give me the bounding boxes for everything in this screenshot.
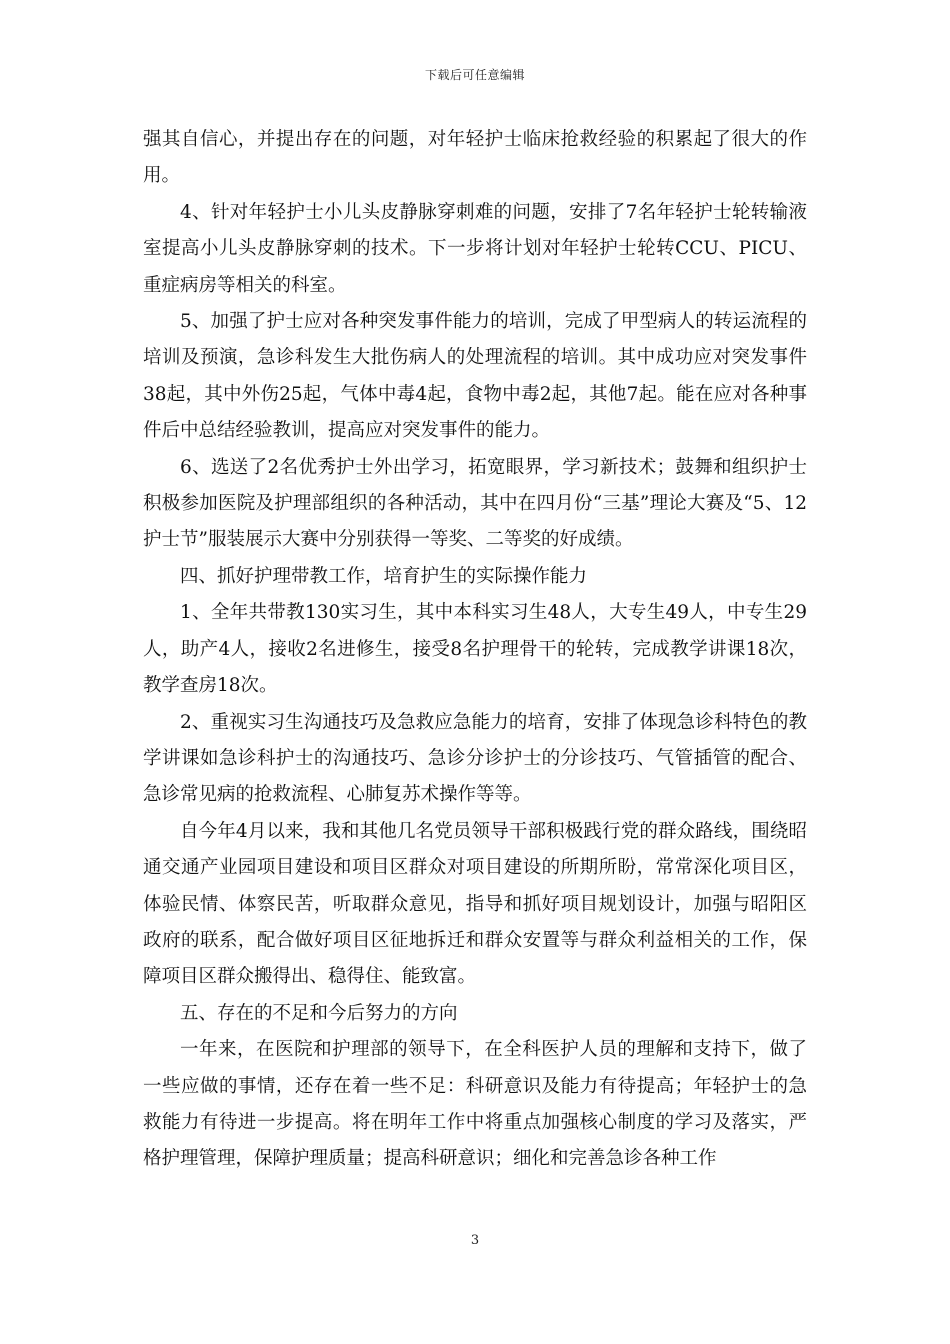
paragraph: 4、针对年轻护士小儿头皮静脉穿刺难的问题，安排了7名年轻护士轮转输液室提高小儿头皮静脉穿刺的技术。下一步将计划对年轻护士轮转CCU、PICU、重症病房等相关的科室。 (143, 201, 807, 296)
paragraph: 5、加强了护士应对各种突发事件能力的培训，完成了甲型病人的转运流程的培训及预演，急诊科发生大批伤病人的处理流程的培训。其中成功应对突发事件38起，其中外伤25起，气体中毒4起，食物中毒2起，其他7起。能在应对各种事件后中总结经验教训，提高应对突发事件的能力。 (143, 311, 807, 442)
section-heading: 五、存在的不足和今后努力的方向 (180, 1002, 458, 1024)
page-header: 下载后可任意编辑 (424, 68, 525, 82)
paragraph: 强其自信心，并提出存在的问题，对年轻护士临床抢救经验的积累起了很大的作用。 (143, 129, 807, 187)
page-number: 3 (470, 1233, 480, 1248)
section-heading: 四、抓好护理带教工作，培育护生的实际操作能力 (180, 565, 588, 587)
document-body (143, 122, 807, 1178)
paragraph: 2、重视实习生沟通技巧及急救应急能力的培育，安排了体现急诊科特色的教学讲课如急诊科护士的沟通技巧、急诊分诊护士的分诊技巧、气管插管的配合、急诊常见病的抢救流程、心肺复苏术操作等等。 (143, 711, 807, 806)
paragraph: 一年来，在医院和护理部的领导下，在全科医护人员的理解和支持下，做了一些应做的事情，还存在着一些不足：科研意识及能力有待提高；年轻护士的急救能力有待进一步提高。将在明年工作中将重点加强核心制度的学习及落实，严格护理管理，保障护理质量；提高科研意识；细化和完善急诊各种工作 (143, 1039, 807, 1170)
paragraph: 6、选送了2名优秀护士外出学习，拓宽眼界，学习新技术；鼓舞和组织护士积极参加医院及护理部组织的各种活动，其中在四月份“三基”理论大赛及“5、12护士节”服装展示大赛中分别获得一等奖、二等奖的好成绩。 (143, 456, 807, 551)
paragraph: 自今年4月以来，我和其他几名党员领导干部积极践行党的群众路线，围绕昭通交通产业园项目建设和项目区群众对项目建设的所期所盼，常常深化项目区，体验民情、体察民苦，听取群众意见，指导和抓好项目规划设计，加强与昭阳区政府的联系，配合做好项目区征地拆迁和群众安置等与群众利益相关的工作，保障项目区群众搬得出、稳得住、能致富。 (143, 820, 807, 988)
paragraph: 1、全年共带教130实习生，其中本科实习生48人，大专生49人，中专生29人，助产4人，接收2名进修生，接受8名护理骨干的轮转，完成教学讲课18次，教学查房18次。 (143, 602, 807, 697)
